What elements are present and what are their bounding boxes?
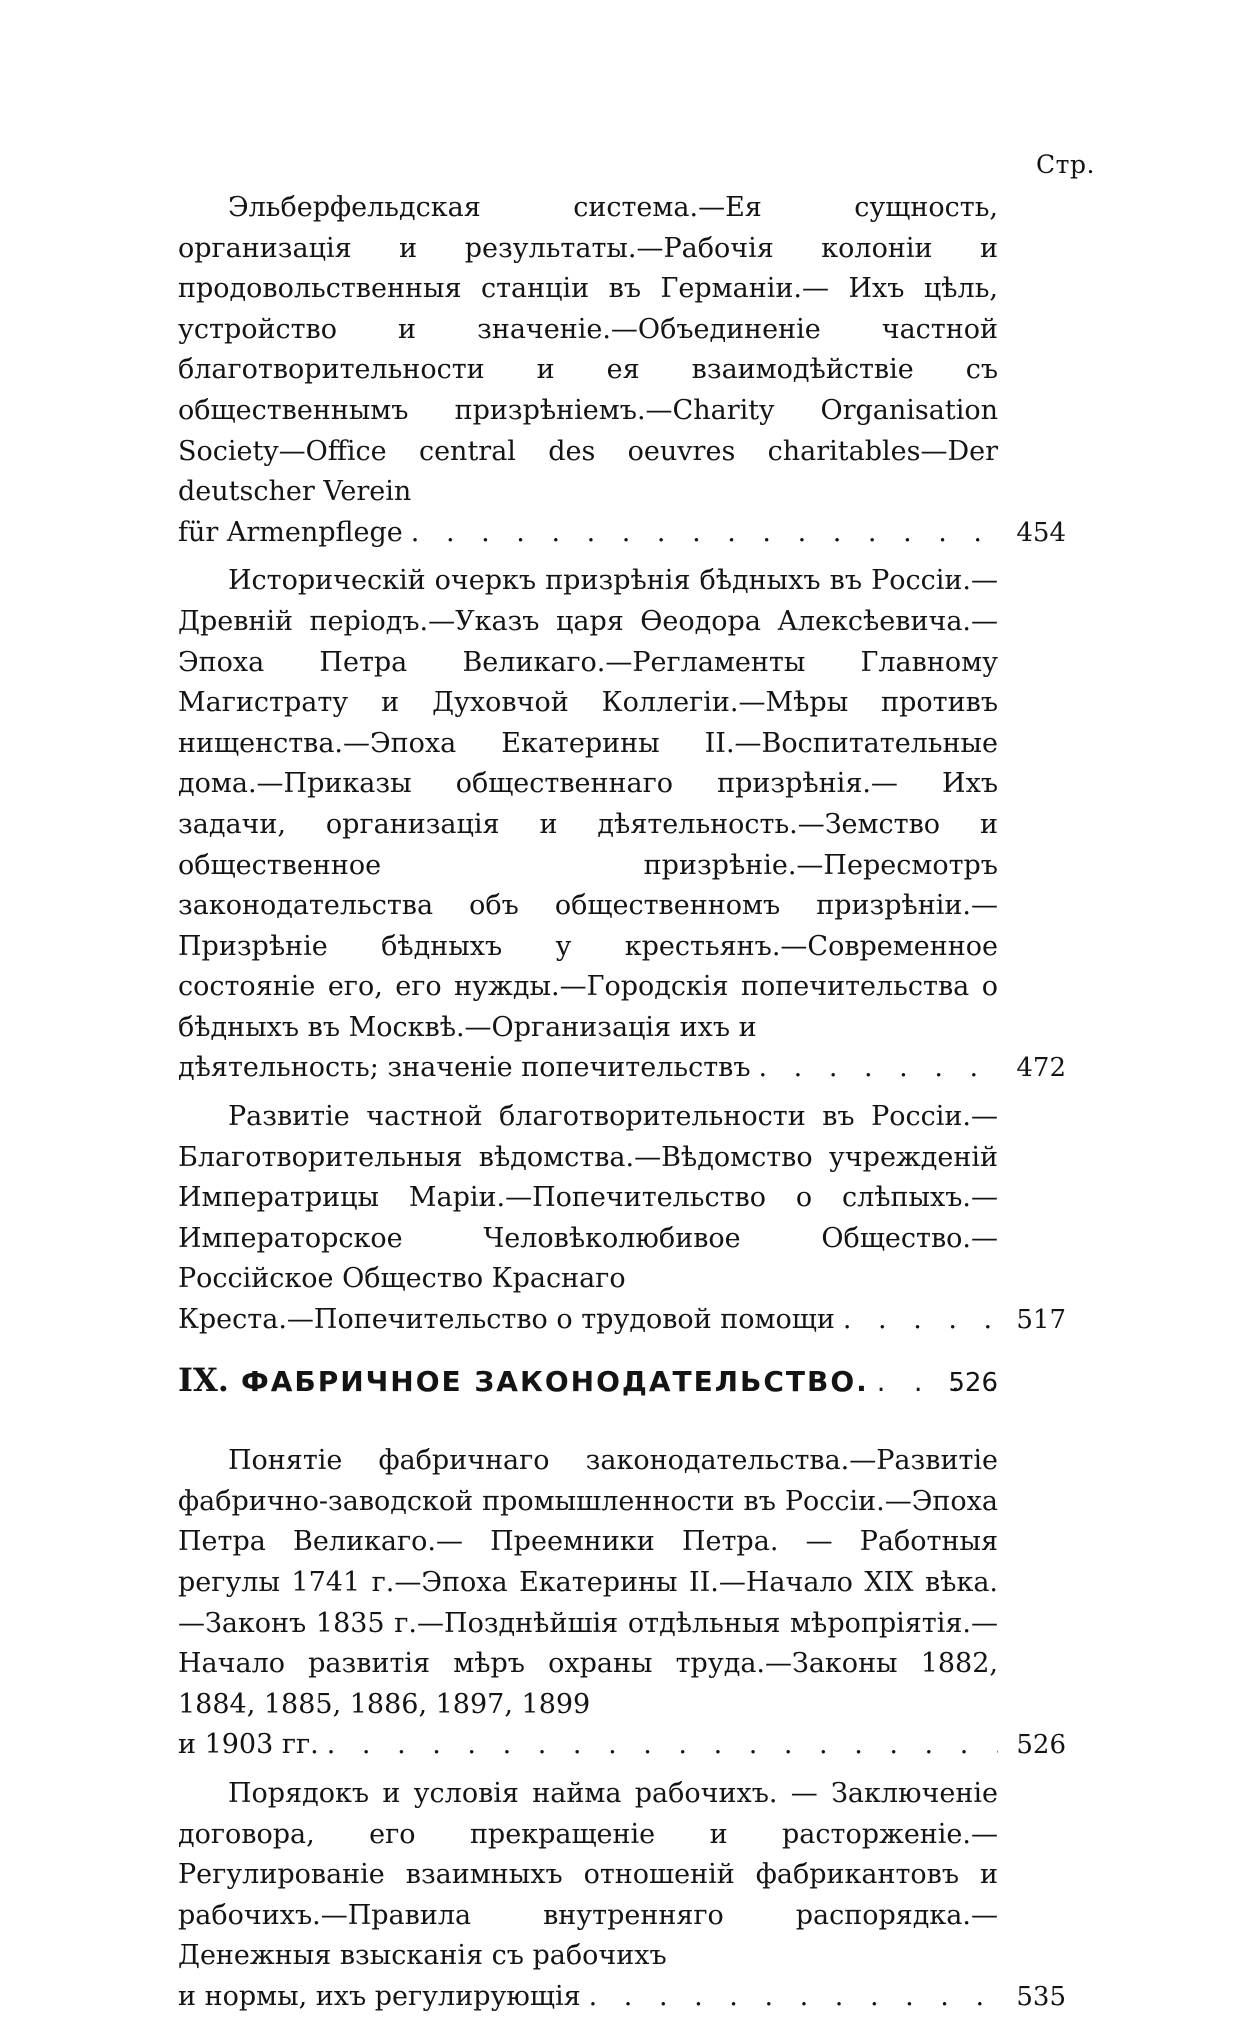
leader-dots bbox=[581, 1977, 998, 2018]
leader-dots bbox=[835, 1300, 998, 1341]
toc-entry bbox=[178, 561, 1066, 1089]
page-column-label: Стр. bbox=[1036, 150, 1095, 179]
table-of-contents bbox=[178, 188, 1066, 2026]
section-title: ФАБРИЧНОЕ ЗАКОНОДАТЕЛЬСТВО. bbox=[240, 1364, 869, 1398]
toc-entry-tail: für Armenpflege bbox=[178, 516, 403, 548]
toc-entry-text: Порядокъ и условія найма рабочихъ. — Заключеніе договора, его прекращеніе и расторженіе.— Регулированіе взаимныхъ отношеній фабрикантовъ и рабочихъ.—Правила внутренняго распорядка.—Денежныя взысканія съ рабочихъ bbox=[178, 1777, 998, 1972]
leader-dots bbox=[319, 1725, 998, 1766]
toc-entry-tail: дѣятельность; значеніе попечительствъ bbox=[178, 1052, 751, 1084]
leader-dots bbox=[403, 513, 998, 554]
toc-entry-last-line bbox=[178, 1048, 998, 1089]
toc-entry bbox=[178, 1441, 1066, 1766]
section-heading bbox=[178, 1361, 998, 1404]
toc-page-number: 535 bbox=[1016, 1981, 1066, 2012]
toc-entry-text: Понятіе фабричнаго законодательства.—Развитіе фабрично-заводской промышленности въ Россіи.—Эпоха Петра Великаго.— Преемники Петра. — Работныя регулы 1741 г.—Эпоха Екатерины II.—Начало XIX вѣка.—Законъ 1835 г.—Позднѣйшія отдѣльныя мѣропріятія.—Начало развитія мѣръ охраны труда.—Законы 1882, 1884, 1885, 1886, 1897, 1899 bbox=[178, 1445, 998, 1720]
toc-entry-tail: и 1903 гг. bbox=[178, 1729, 319, 1761]
toc-entry-tail: Креста.—Попечительство о трудовой помощи bbox=[178, 1304, 835, 1336]
toc-entry-text: Историческій очеркъ призрѣнія бѣдныхъ въ Россіи.—Древній періодъ.—Указъ царя Ѳеодора Алексѣевича.—Эпоха Петра Великаго.—Регламенты Главному Магистрату и Духовчой Коллегіи.—Мѣры противъ нищенства.—Эпоха Екатерины II.—Воспитательные дома.—Приказы общественнаго призрѣнія.— Ихъ задачи, организація и дѣятельность.—Земство и общественное призрѣніе.—Пересмотръ законодательства объ общественномъ призрѣніи.—Призрѣніе бѣдныхъ у крестьянъ.—Современное состояніе его, его нужды.—Городскія попечительства о бѣдныхъ въ Москвѣ.—Организація ихъ и bbox=[178, 565, 998, 1043]
toc-page-number: 526 bbox=[1016, 1730, 1066, 1761]
toc-entry-last-line bbox=[178, 1300, 998, 1341]
toc-entry-text: Развитіе частной благотворительности въ Россіи.—Благотворительныя вѣдомства.—Вѣдомство учрежденій Императрицы Маріи.—Попечительство о слѣпыхъ.—Императорское Человѣколюбивое Общество.—Россійское Общество Краснаго bbox=[178, 1101, 998, 1295]
toc-entry-last-line bbox=[178, 1725, 998, 1766]
toc-entry-last-line bbox=[178, 513, 998, 554]
toc-page-number: 517 bbox=[1016, 1305, 1066, 1336]
toc-page-number: 454 bbox=[1016, 517, 1066, 548]
toc-entry bbox=[178, 1774, 1066, 2018]
section-number: IX. bbox=[178, 1360, 229, 1399]
section-page-number: 526 bbox=[948, 1367, 998, 1398]
toc-entry-text: Эльберфельдская система.—Ея сущность, организація и результаты.—Рабочія колоніи и продовольственныя станціи въ Германіи.— Ихъ цѣль, устройство и значеніе.—Объединеніе частной благотворительности и ея взаимодѣйствіе съ общественнымъ призрѣніемъ.—Charity Organisation Society—Office central des oeuvres charitables—Der deutscher Verein bbox=[178, 192, 998, 508]
toc-entry bbox=[178, 188, 1066, 553]
toc-entry bbox=[178, 1097, 1066, 1341]
toc-entry-last-line bbox=[178, 1977, 998, 2018]
toc-entry-tail: и нормы, ихъ регулирующія bbox=[178, 1980, 581, 2012]
leader-dots bbox=[751, 1048, 998, 1089]
toc-page-number: 472 bbox=[1016, 1053, 1066, 1084]
